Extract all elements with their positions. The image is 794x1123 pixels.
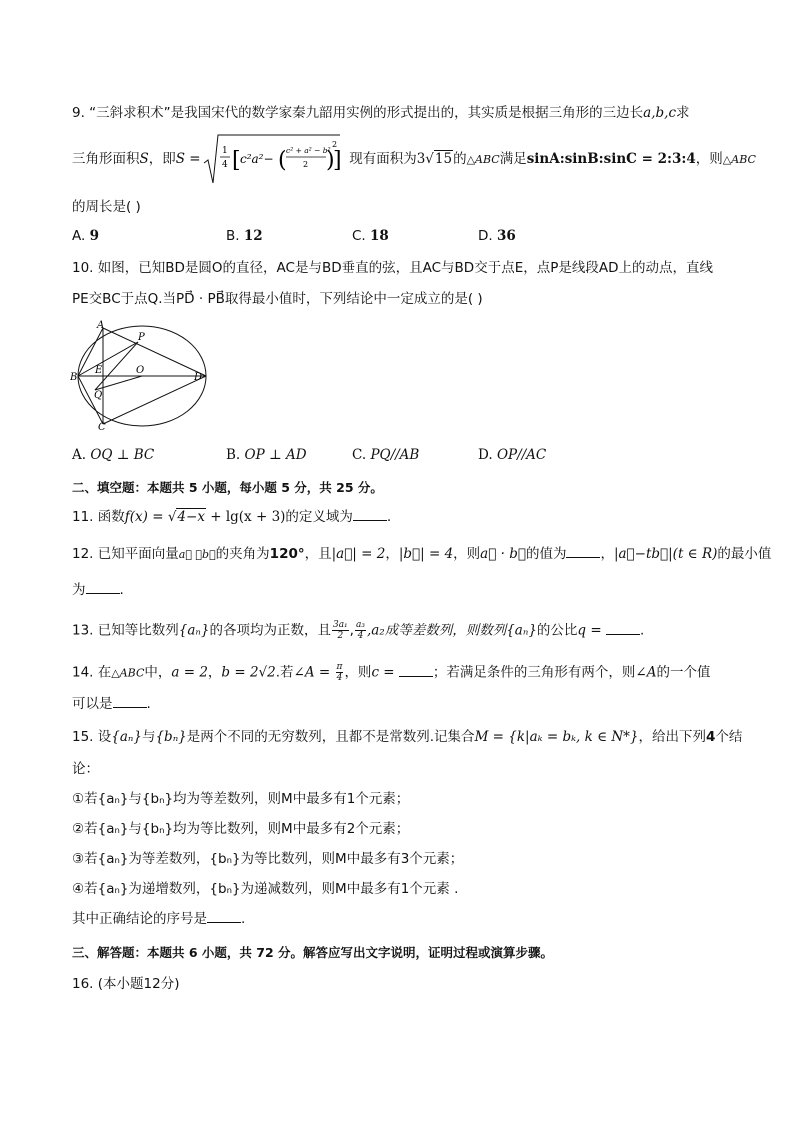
q15-line2: 论：: [72, 761, 99, 777]
formula-inner-den: 2: [303, 160, 309, 169]
q13-answer-blank[interactable]: [606, 622, 640, 635]
q13: 13. 已知等比数列{aₙ}的各项均为正数，且 $\frac{\text{3a₁}}{2}$ , $\frac{\text{a₃}}{4}$ ,a₂成等差数列，则数列{aₙ}的公比q = .: [72, 620, 645, 641]
q15-answer-blank[interactable]: [207, 910, 241, 923]
label-b: B: [70, 372, 78, 383]
q9-line3: 的周长是( ): [72, 199, 141, 215]
q14-line2: 可以是 .: [72, 696, 151, 712]
q10-option-c[interactable]: C. PQ//AB: [352, 447, 420, 463]
q12-answer-blank-2[interactable]: [86, 581, 120, 594]
formula-inner-num: c² + a² − b²: [286, 146, 331, 155]
q12-answer-blank-1[interactable]: [566, 545, 600, 558]
formula-c2a2: c²a²−: [240, 152, 274, 166]
q9-option-d[interactable]: D. 36: [478, 228, 516, 244]
formula-paren-right: ): [326, 148, 335, 173]
q9-option-c[interactable]: C. 18: [352, 228, 389, 244]
area-formula: [202, 133, 342, 189]
formula-power: 2: [332, 140, 338, 149]
label-c: C: [98, 422, 106, 430]
q12-line1: 12. 已知平面向量a⃗ ，b⃗的夹角为120°，且|a⃗| = 2，|b⃗| = 4，则a⃗ · b⃗的值为 ，|a⃗−tb⃗|(t ∈ R)的最小值: [72, 546, 772, 562]
q9-line2: 三角形面积S，即S = 现有面积为3√15的△ABC满足sinA:sinB:sinC = 2:3:4，则△ABC: [72, 151, 756, 167]
line-qo: [95, 376, 142, 390]
formula-bracket-left: [: [232, 148, 241, 173]
q15-item-1: ①若{aₙ}与{bₙ}均为等差数列，则M中最多有1个元素；: [72, 791, 410, 807]
q9-option-b[interactable]: B. 12: [226, 228, 263, 244]
q15-item-3: ③若{aₙ}为等差数列，{bₙ}为等比数列，则M中最多有3个元素；: [72, 851, 464, 867]
q9-line1: 9. “三斜求积术”是我国宋代的数学家秦九韶用实例的形式提出的，其实质是根据三角形的三边长a,b,c求: [72, 105, 690, 121]
formula-quarter-num: 1: [222, 146, 228, 156]
q10-option-b[interactable]: B. OP ⊥ AD: [226, 447, 307, 463]
circle-figure: [70, 318, 210, 430]
q10-line1: 10. 如图，已知BD是圆O的直径，AC是与BD垂直的弦，且AC与BD交于点E，点P是线段AD上的动点，直线: [72, 260, 714, 276]
q15-conclusion: 其中正确结论的序号是 .: [72, 911, 246, 927]
label-o: O: [136, 365, 145, 376]
q11-answer-blank[interactable]: [353, 508, 387, 521]
q14-answer-blank-2[interactable]: [113, 695, 147, 708]
q10-option-a[interactable]: A. OQ ⊥ BC: [72, 447, 155, 463]
section-3-heading: 三、解答题：本题共 6 小题，共 72 分。解答应写出文字说明，证明过程或演算步骤。: [72, 945, 554, 960]
q15-item-2: ②若{aₙ}与{bₙ}均为等比数列，则M中最多有2个元素；: [72, 821, 410, 837]
formula-quarter-den: 4: [222, 160, 228, 170]
formula-paren-left: (: [278, 148, 287, 173]
label-e: E: [95, 365, 103, 376]
label-p: P: [138, 332, 145, 343]
formula-bracket-right: ]: [333, 148, 342, 173]
label-a: A: [97, 320, 105, 331]
q15-item-4: ④若{aₙ}为递增数列，{bₙ}为递减数列，则M中最多有1个元素 .: [72, 881, 459, 897]
q14-line1: 14. 在△ABC中，a = 2，b = 2√2.若∠A = $\frac{\pi}{4}$ ，则c = ；若满足条件的三角形有两个，则∠A的一个值: [72, 662, 711, 683]
q14-answer-blank-1[interactable]: [399, 664, 433, 677]
q10-option-d[interactable]: D. OP//AC: [478, 447, 547, 463]
label-q: Q: [94, 390, 103, 401]
q11: 11. 函数f(x) = √4−x + lg(x + 3)的定义域为 .: [72, 509, 392, 525]
q15-line1: 15. 设{aₙ}与{bₙ}是两个不同的无穷数列，且都不是常数列.记集合M = {k|aₖ = bₖ, k ∈ N*}，给出下列4个结: [72, 729, 743, 745]
section-2-heading: 二、填空题：本题共 5 小题，每小题 5 分，共 25 分。: [72, 480, 383, 495]
q10-line2: PE交BC于点Q.当PD⃗ · PB⃗取得最小值时，下列结论中一定成立的是( ): [72, 291, 483, 307]
q12-line2: 为 .: [72, 582, 124, 598]
label-d: D: [194, 372, 203, 383]
line-ad: [103, 328, 206, 376]
q16-heading: 16. (本小题12分): [72, 976, 180, 992]
q9-option-a[interactable]: A. 9: [72, 228, 99, 244]
